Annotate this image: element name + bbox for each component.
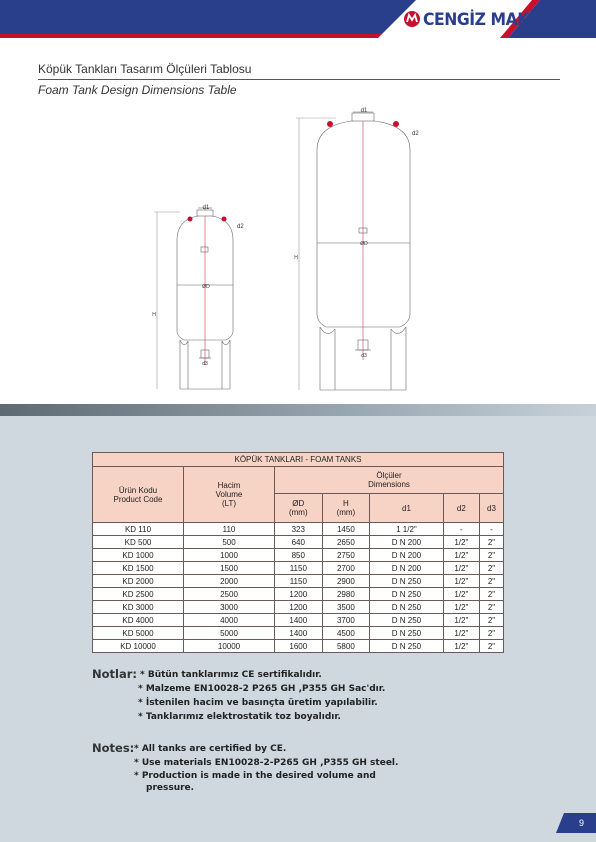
cell-code: KD 500	[93, 536, 184, 549]
note-tr-line: * Tanklarımız elektrostatik toz boyalıdır.	[138, 712, 341, 722]
header-d1: d1	[370, 494, 444, 523]
header-od-label: ØD	[292, 499, 305, 508]
table-row	[93, 614, 504, 627]
cell-d3: 2"	[479, 562, 503, 575]
cell-d2: 1/2"	[443, 640, 479, 653]
cell-volume: 4000	[184, 614, 275, 627]
cell-od: 1150	[275, 562, 323, 575]
header-d2: d2	[443, 494, 479, 523]
cell-d1: D N 250	[370, 588, 444, 601]
header-product-code	[93, 467, 184, 523]
cell-d1: D N 250	[370, 575, 444, 588]
cell-od: 1150	[275, 575, 323, 588]
cell-d2: 1/2"	[443, 614, 479, 627]
cell-h: 2900	[322, 575, 370, 588]
cell-code: KD 10000	[93, 640, 184, 653]
cell-d1: D N 250	[370, 614, 444, 627]
cell-h: 2650	[322, 536, 370, 549]
small-od-label: ØD	[202, 284, 210, 290]
cell-volume: 3000	[184, 601, 275, 614]
cell-code: KD 2000	[93, 575, 184, 588]
cell-d2: 1/2"	[443, 562, 479, 575]
cell-volume: 110	[184, 523, 275, 536]
header-h	[322, 494, 370, 523]
cell-h: 5800	[322, 640, 370, 653]
band-gradient-strip	[0, 404, 596, 416]
cell-d3: 2"	[479, 640, 503, 653]
brand-logo-icon	[403, 10, 421, 28]
cell-d2: 1/2"	[443, 601, 479, 614]
header-volume-tr: Hacim	[217, 481, 241, 490]
cell-d2: 1/2"	[443, 549, 479, 562]
tank-drawing	[140, 105, 440, 405]
cell-code: KD 110	[93, 523, 184, 536]
cell-h: 3500	[322, 601, 370, 614]
cell-d2: 1/2"	[443, 575, 479, 588]
table-row	[93, 575, 504, 588]
cell-d1: D N 200	[370, 549, 444, 562]
header-code-en: Product Code	[113, 494, 163, 504]
large-d2-label: d2	[412, 131, 419, 137]
cell-volume: 2000	[184, 575, 275, 588]
small-d1-label: d1	[202, 205, 210, 211]
cell-d1: D N 200	[370, 536, 444, 549]
header-red-stripe	[0, 34, 382, 38]
cell-d3: 2"	[479, 549, 503, 562]
notes-tr-label: Notlar:	[92, 667, 137, 681]
large-od-label: ØD	[360, 241, 368, 247]
table-row	[93, 523, 504, 536]
header-volume	[184, 467, 275, 523]
table-row	[93, 640, 504, 653]
cell-code: KD 1000	[93, 549, 184, 562]
small-d2-label: d2	[237, 224, 244, 230]
cell-od: 1200	[275, 601, 323, 614]
cell-d3: 2"	[479, 588, 503, 601]
note-en-line: * All tanks are certified by CE.	[134, 744, 287, 754]
note-en-line: * Use materials EN10028-2-P265 GH ,P355 GH steel.	[134, 758, 399, 768]
table-row	[93, 562, 504, 575]
cell-d3: 2"	[479, 627, 503, 640]
header-h-unit: (mm)	[336, 508, 356, 517]
cell-h: 2750	[322, 549, 370, 562]
valve-icon	[188, 217, 193, 222]
table-row	[93, 536, 504, 549]
note-en-line: * Production is made in the desired volume and	[134, 771, 376, 781]
table-row	[93, 549, 504, 562]
table-body	[93, 523, 504, 653]
cell-d3: -	[479, 523, 503, 536]
table-banner: KÖPÜK TANKLARI - FOAM TANKS	[93, 453, 504, 467]
cell-d2: -	[443, 523, 479, 536]
valve-icon	[393, 121, 399, 127]
brand-name: CENGİZ MAKİNA	[423, 10, 559, 30]
cell-code: KD 3000	[93, 601, 184, 614]
cell-od: 1200	[275, 588, 323, 601]
header-volume-en: Volume	[215, 490, 243, 499]
cell-volume: 5000	[184, 627, 275, 640]
cell-code: KD 2500	[93, 588, 184, 601]
small-tank	[154, 208, 233, 389]
cell-volume: 500	[184, 536, 275, 549]
cell-d1: D N 250	[370, 640, 444, 653]
notes-en-label: Notes:	[92, 741, 135, 755]
cell-d1: D N 250	[370, 627, 444, 640]
cell-d3: 2"	[479, 575, 503, 588]
small-d3-label: d3	[202, 361, 208, 367]
cell-code: KD 4000	[93, 614, 184, 627]
cell-volume: 10000	[184, 640, 275, 653]
large-d1-label: d1	[360, 108, 368, 114]
cell-od: 1600	[275, 640, 323, 653]
note-tr-line: * Bütün tanklarımız CE sertifikalıdır.	[140, 670, 322, 680]
page-number: 9	[579, 818, 585, 828]
dimensions-table	[92, 452, 504, 653]
page-number-tab	[556, 813, 596, 833]
cell-d2: 1/2"	[443, 536, 479, 549]
cell-d3: 2"	[479, 536, 503, 549]
header-dims-tr: Ölçüler	[376, 471, 402, 480]
cell-d1: D N 250	[370, 601, 444, 614]
cell-volume: 1000	[184, 549, 275, 562]
cell-d3: 2"	[479, 614, 503, 627]
page-title-tr: Köpük Tankları Tasarım Ölçüleri Tablosu	[38, 62, 252, 76]
table-row	[93, 601, 504, 614]
cell-d1: 1 1/2"	[370, 523, 444, 536]
table-row	[93, 588, 504, 601]
small-h-label: H	[152, 312, 156, 318]
header-d3: d3	[479, 494, 503, 523]
header-h-label: H	[343, 499, 349, 508]
cell-d2: 1/2"	[443, 588, 479, 601]
header-dims-en: Dimensions	[368, 480, 410, 489]
header-od-unit: (mm)	[288, 508, 308, 517]
header-volume-unit: (LT)	[221, 499, 237, 508]
note-tr-line: * İstenilen hacim ve basınçta üretim yapılabilir.	[138, 698, 378, 708]
header-code-tr: Ürün Kodu	[118, 485, 158, 495]
cell-volume: 1500	[184, 562, 275, 575]
note-en-line: pressure.	[146, 783, 195, 793]
cell-volume: 2500	[184, 588, 275, 601]
header-dimensions	[275, 467, 504, 494]
cell-h: 1450	[322, 523, 370, 536]
table-row	[93, 627, 504, 640]
large-d3-label: d3	[361, 353, 367, 359]
cell-od: 323	[275, 523, 323, 536]
cell-h: 2700	[322, 562, 370, 575]
cell-d2: 1/2"	[443, 627, 479, 640]
note-tr-line: * Malzeme EN10028-2 P265 GH ,P355 GH Sac'dır.	[138, 684, 386, 694]
valve-icon	[222, 217, 227, 222]
cell-code: KD 5000	[93, 627, 184, 640]
cell-d1: D N 200	[370, 562, 444, 575]
cell-od: 850	[275, 549, 323, 562]
cell-od: 1400	[275, 614, 323, 627]
cell-h: 4500	[322, 627, 370, 640]
valve-icon	[327, 121, 333, 127]
cell-od: 640	[275, 536, 323, 549]
cell-d3: 2"	[479, 601, 503, 614]
cell-h: 2980	[322, 588, 370, 601]
header-blue-band	[0, 0, 416, 34]
header-od	[275, 494, 323, 523]
cell-od: 1400	[275, 627, 323, 640]
page-title-en: Foam Tank Design Dimensions Table	[38, 83, 237, 97]
cell-h: 3700	[322, 614, 370, 627]
title-divider	[38, 79, 560, 80]
cell-code: KD 1500	[93, 562, 184, 575]
large-tank	[296, 112, 410, 390]
large-h-label: H	[294, 255, 298, 261]
